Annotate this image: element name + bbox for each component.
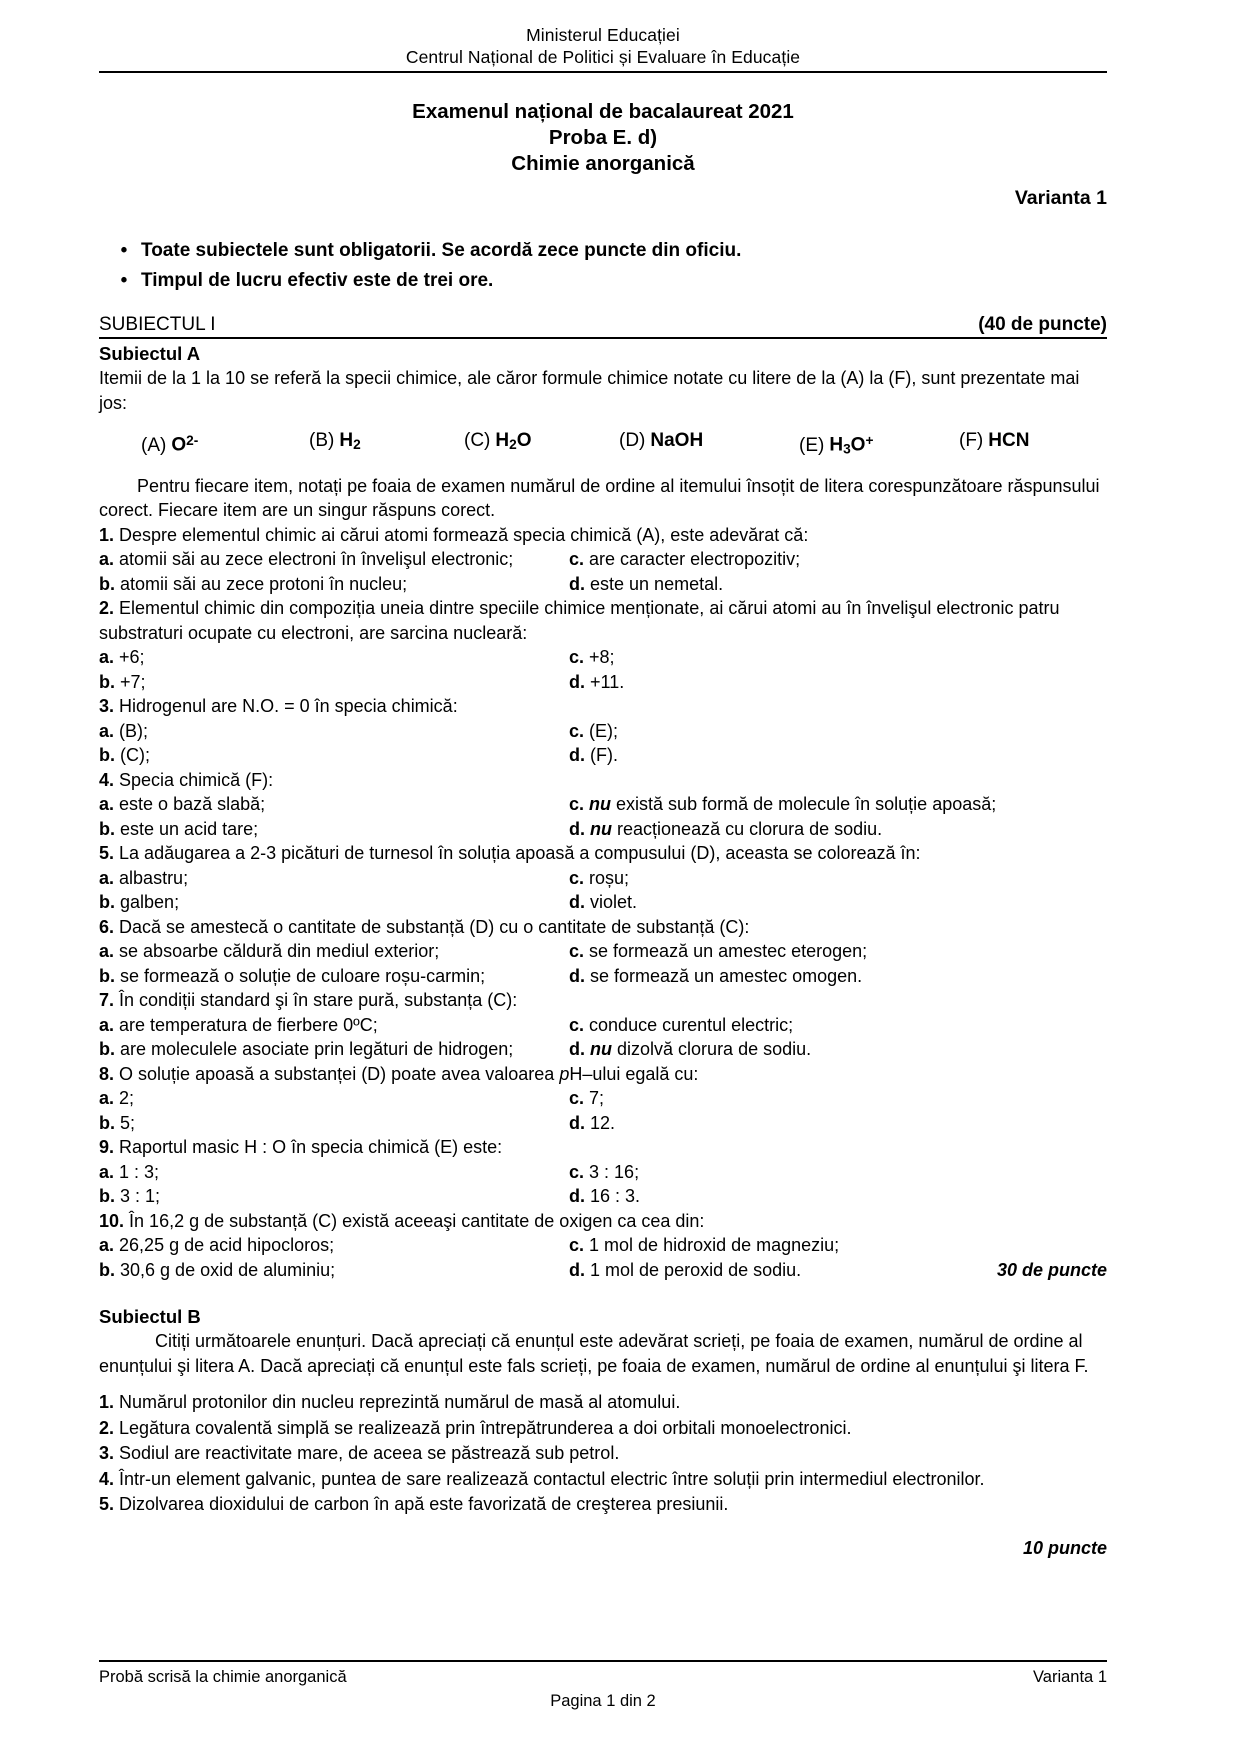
question-3-options-row-2 xyxy=(99,743,1107,768)
subject-a-points: 30 de puncte xyxy=(996,1259,1107,1280)
option-text: +11. xyxy=(590,671,625,692)
option-text: 3 : 1; xyxy=(120,1186,161,1207)
question-4-stem: Specia chimică (F): xyxy=(119,769,274,790)
question-8-stem-pre: O soluție apoasă a substanței (D) poate avea valoarea xyxy=(119,1063,560,1084)
subject-b-intro: Citiți următoarele enunțuri. Dacă apreciați că enunțul este adevărat scrieți, pe foaia de examen, numărul de ordine al enunțului şi litera A. Dacă apreciați că enunțul este fals scrieți, pe foaia de examen, numărul de ordine al enunțului şi litera F. xyxy=(99,1331,1089,1376)
question-8-option-c: c. 7; xyxy=(569,1088,605,1109)
question-2-stem: Elementul chimic din compoziția uneia dintre speciile chimice menționate, ai cărui atomi au în învelişul electronic patru substraturi ocupate cu electroni, are sarcina nucleară: xyxy=(99,598,1060,643)
option-text: 1 : 3; xyxy=(119,1161,160,1182)
statement-text: Sodiul are reactivitate mare, de aceea se păstrează sub petrol. xyxy=(119,1443,620,1464)
footer-row xyxy=(99,1666,1107,1688)
question-9-option-a: a. 1 : 3; xyxy=(99,1161,160,1182)
exam-title-line-3: Chimie anorganică xyxy=(511,152,695,175)
question-1-option-d: d. este un nemetal. xyxy=(569,573,724,594)
question-10-option-c: c. 1 mol de hidroxid de magneziu; xyxy=(569,1235,840,1256)
footer-divider xyxy=(99,1660,1107,1662)
question-7-options-row-1 xyxy=(99,1013,1107,1038)
option-text: violet. xyxy=(590,892,638,913)
question-10-option-b: b. 30,6 g de oxid de aluminiu; xyxy=(99,1259,336,1280)
statement-text: Dizolvarea dioxidului de carbon în apă este favorizată de creşterea presiunii. xyxy=(119,1494,729,1515)
species-e-letter: (E) xyxy=(799,434,825,456)
question-1-number: 1. xyxy=(99,524,115,545)
question-2-option-a: a. +6; xyxy=(99,647,145,668)
question-6-option-d: d. se formează un amestec omogen. xyxy=(569,965,863,986)
question-3-number: 3. xyxy=(99,696,115,717)
question-4-option-c: c. nu există sub formă de molecule în soluție apoasă; xyxy=(569,794,997,815)
question-8-stem-italic: p xyxy=(559,1063,570,1084)
statement-4 xyxy=(99,1467,1107,1493)
species-e xyxy=(799,427,959,464)
page-footer xyxy=(99,1660,1107,1712)
statement-2 xyxy=(99,1416,1107,1442)
question-10-option-a: a. 26,25 g de acid hipocloros; xyxy=(99,1235,335,1256)
option-text: +6; xyxy=(119,647,145,668)
species-formula-row xyxy=(99,427,1107,464)
option-emphasis: nu xyxy=(589,794,612,815)
statement-number: 4. xyxy=(99,1468,115,1489)
question-2-option-b: b. +7; xyxy=(99,671,146,692)
exam-title xyxy=(99,99,1107,177)
question-7-options-row-2 xyxy=(99,1037,1107,1062)
option-text: +7; xyxy=(120,671,146,692)
question-6-number: 6. xyxy=(99,916,115,937)
question-2-option-d: d. +11. xyxy=(569,671,625,692)
footer-right: Varianta 1 xyxy=(1033,1668,1107,1686)
question-4-number: 4. xyxy=(99,769,115,790)
species-b-formula: $H_2$ xyxy=(339,430,361,452)
question-1-option-c: c. are caracter electropozitiv; xyxy=(569,549,801,570)
question-7-number: 7. xyxy=(99,990,115,1011)
question-5-option-c: c. roșu; xyxy=(569,867,630,888)
statement-number: 1. xyxy=(99,1392,115,1413)
question-10-stem: În 16,2 g de substanță (C) există aceeaşi cantitate de oxigen ca cea din: xyxy=(129,1210,705,1231)
question-4-options-row-1 xyxy=(99,792,1107,817)
subject-i-title: SUBIECTUL I xyxy=(99,314,216,335)
instruction-item xyxy=(107,236,1107,266)
answer-instruction: Pentru fiecare item, notați pe foaia de examen numărul de ordine al itemului însoțit de litera corespunzătoare răspunsului corect. Fiecare item are un singur răspuns corect. xyxy=(99,475,1100,521)
question-1 xyxy=(99,523,1107,548)
question-10-option-d: 30 de puncte d. 1 mol de peroxid de sodiu. xyxy=(569,1258,1107,1283)
species-d-formula: NaOH xyxy=(650,430,704,451)
footer-left: Probă scrisă la chimie anorganică xyxy=(99,1668,347,1686)
option-text: (C); xyxy=(120,745,151,766)
question-5-option-a: a. albastru; xyxy=(99,867,189,888)
species-e-formula: $H_3O^+$ xyxy=(829,433,874,457)
instruction-text: Toate subiectele sunt obligatorii. Se acordă zece puncte din oficiu. xyxy=(141,240,742,261)
question-4 xyxy=(99,768,1107,793)
subject-b-points: 10 puncte xyxy=(1022,1537,1107,1558)
question-8-option-d: d. 12. xyxy=(569,1112,616,1133)
question-6-option-b: b. se formează o soluție de culoare roșu-carmin; xyxy=(99,965,486,986)
question-8 xyxy=(99,1062,1107,1087)
option-text: 1 mol de hidroxid de magneziu; xyxy=(589,1235,840,1256)
species-a-formula: $O^{2-}$ xyxy=(171,433,199,456)
option-text: există sub formă de molecule în soluție apoasă; xyxy=(611,794,997,815)
statement-5 xyxy=(99,1492,1107,1518)
question-8-stem-post: H–ului egală cu: xyxy=(569,1063,699,1084)
option-text: albastru; xyxy=(119,867,189,888)
species-c-letter: (C) xyxy=(464,430,491,451)
question-9-options-row-2 xyxy=(99,1184,1107,1209)
statement-number: 2. xyxy=(99,1417,115,1438)
center-line: Centrul Național de Politici și Evaluare în Educație xyxy=(405,47,801,67)
question-3-option-a: a. (B); xyxy=(99,720,149,741)
option-text: 1 mol de peroxid de sodiu. xyxy=(590,1259,802,1280)
question-6 xyxy=(99,915,1107,940)
question-9-stem: Raportul masic H : O în specia chimică (E) este: xyxy=(119,1137,503,1158)
exam-title-line-2: Proba E. d) xyxy=(548,126,658,149)
question-7-stem: În condiții standard şi în stare pură, substanța (C): xyxy=(119,990,518,1011)
option-text: conduce curentul electric; xyxy=(589,1014,794,1035)
subject-i-points: (40 de puncte) xyxy=(978,314,1107,335)
option-text: dizolvă clorura de sodiu. xyxy=(612,1039,812,1060)
question-8-options-row-1 xyxy=(99,1086,1107,1111)
exam-title-line-1: Examenul național de bacalaureat 2021 xyxy=(412,100,794,123)
question-5-stem: La adăugarea a 2-3 picături de turnesol în soluția apoasă a compusului (D), aceasta se colorează în: xyxy=(119,843,921,864)
question-7-option-b: b. are moleculele asociate prin legături de hidrogen; xyxy=(99,1039,514,1060)
question-10 xyxy=(99,1209,1107,1234)
question-4-option-b: b. este un acid tare; xyxy=(99,818,259,839)
page-content xyxy=(99,24,1107,1559)
question-2-options-row-2 xyxy=(99,670,1107,695)
option-text: 5; xyxy=(120,1112,136,1133)
option-text: este un nemetal. xyxy=(590,573,724,594)
option-emphasis: nu xyxy=(590,1039,613,1060)
option-text: are temperatura de fierbere 0ºC; xyxy=(119,1014,378,1035)
question-4-option-a: a. este o bază slabă; xyxy=(99,794,266,815)
subject-b-label: Subiectul B xyxy=(99,1306,201,1328)
statement-number: 3. xyxy=(99,1443,115,1464)
option-text: atomii săi au zece electroni în învelişul electronic; xyxy=(119,549,514,570)
option-text: reacționează cu clorura de sodiu. xyxy=(612,818,883,839)
question-8-option-a: a. 2; xyxy=(99,1088,135,1109)
species-c xyxy=(464,427,619,464)
ministry-line: Ministerul Educației xyxy=(526,25,680,45)
question-1-stem: Despre elementul chimic ai cărui atomi formează specia chimică (A), este adevărat că: xyxy=(119,524,809,545)
subject-b-statements xyxy=(99,1390,1107,1518)
option-text: 7; xyxy=(589,1088,605,1109)
species-c-formula: $H_2O$ xyxy=(495,430,532,452)
statement-3 xyxy=(99,1441,1107,1467)
question-1-options-row-1 xyxy=(99,547,1107,572)
question-3-option-b: b. (C); xyxy=(99,745,151,766)
question-9-number: 9. xyxy=(99,1137,115,1158)
question-1-option-b: b. atomii săi au zece protoni în nucleu; xyxy=(99,573,408,594)
question-7-option-d: d. nu dizolvă clorura de sodiu. xyxy=(569,1039,812,1060)
statement-text: Numărul protonilor din nucleu reprezintă numărul de masă al atomului. xyxy=(119,1392,681,1413)
option-text: galben; xyxy=(120,892,180,913)
question-5 xyxy=(99,841,1107,866)
question-5-number: 5. xyxy=(99,843,115,864)
question-10-options-row-2 xyxy=(99,1258,1107,1283)
option-text: (B); xyxy=(119,720,149,741)
question-2-option-c: c. +8; xyxy=(569,647,615,668)
species-f xyxy=(959,427,1029,464)
species-f-formula: HCN xyxy=(988,430,1030,451)
species-d-letter: (D) xyxy=(619,430,646,451)
question-9-option-c: c. 3 : 16; xyxy=(569,1161,640,1182)
option-text: se formează un amestec omogen. xyxy=(590,965,863,986)
question-8-option-b: b. 5; xyxy=(99,1112,136,1133)
question-7-option-a: a. are temperatura de fierbere 0ºC; xyxy=(99,1014,378,1035)
species-b xyxy=(309,427,464,464)
option-text: roșu; xyxy=(589,867,630,888)
question-7-option-c: c. conduce curentul electric; xyxy=(569,1014,794,1035)
option-text: este un acid tare; xyxy=(120,818,259,839)
option-text: (F). xyxy=(590,745,618,766)
statement-number: 5. xyxy=(99,1494,115,1515)
option-text: are moleculele asociate prin legături de hidrogen; xyxy=(120,1039,514,1060)
question-5-option-b: b. galben; xyxy=(99,892,180,913)
option-text: atomii săi au zece protoni în nucleu; xyxy=(120,573,408,594)
option-text: 12. xyxy=(590,1112,616,1133)
statement-1 xyxy=(99,1390,1107,1416)
question-9-option-d: d. 16 : 3. xyxy=(569,1186,641,1207)
question-6-options-row-2 xyxy=(99,964,1107,989)
instructions-list xyxy=(107,236,1107,296)
question-3 xyxy=(99,694,1107,719)
subject-a-intro: Itemii de la 1 la 10 se referă la specii chimice, ale căror formule chimice notate cu litere de la (A) la (F), sunt prezentate mai jos: xyxy=(99,368,1080,413)
question-4-options-row-2 xyxy=(99,817,1107,842)
question-6-stem: Dacă se amestecă o cantitate de substanță (D) cu o cantitate de substanță (C): xyxy=(119,916,750,937)
subject-i-header xyxy=(99,314,1107,339)
question-4-option-d: d. nu reacționează cu clorura de sodiu. xyxy=(569,818,883,839)
question-2-options-row-1 xyxy=(99,645,1107,670)
question-1-options-row-2 xyxy=(99,572,1107,597)
option-text: este o bază slabă; xyxy=(119,794,266,815)
question-10-number: 10. xyxy=(99,1210,125,1231)
question-6-option-c: c. se formează un amestec eterogen; xyxy=(569,941,868,962)
species-a-letter: (A) xyxy=(141,434,167,456)
document-header xyxy=(99,24,1107,73)
option-text: +8; xyxy=(589,647,615,668)
option-emphasis: nu xyxy=(590,818,613,839)
bullet-icon: • xyxy=(120,270,128,291)
option-text: se absoarbe căldură din mediul exterior; xyxy=(119,941,440,962)
option-text: 16 : 3. xyxy=(590,1186,641,1207)
question-9-options-row-1 xyxy=(99,1160,1107,1185)
question-9 xyxy=(99,1135,1107,1160)
option-text: 30,6 g de oxid de aluminiu; xyxy=(120,1259,336,1280)
question-5-option-d: d. violet. xyxy=(569,892,638,913)
question-3-stem: Hidrogenul are N.O. = 0 în specia chimică: xyxy=(119,696,458,717)
option-text: (E); xyxy=(589,720,619,741)
option-text: are caracter electropozitiv; xyxy=(589,549,801,570)
option-text: 3 : 16; xyxy=(589,1161,640,1182)
question-8-number: 8. xyxy=(99,1063,115,1084)
instruction-item xyxy=(107,266,1107,296)
subject-a-label: Subiectul A xyxy=(99,343,201,364)
question-6-options-row-1 xyxy=(99,939,1107,964)
question-3-options-row-1 xyxy=(99,719,1107,744)
bullet-icon: • xyxy=(120,240,128,261)
instruction-text: Timpul de lucru efectiv este de trei ore. xyxy=(141,270,494,291)
option-text: 2; xyxy=(119,1088,135,1109)
option-text: se formează un amestec eterogen; xyxy=(589,941,868,962)
question-2 xyxy=(99,596,1107,645)
question-5-options-row-1 xyxy=(99,866,1107,891)
footer-page-number: Pagina 1 din 2 xyxy=(550,1692,656,1710)
statement-text: Într-un element galvanic, puntea de sare realizează contactul electric între soluții prin intermediul electronilor. xyxy=(119,1468,985,1489)
question-3-option-d: d. (F). xyxy=(569,745,618,766)
question-7 xyxy=(99,988,1107,1013)
question-5-options-row-2 xyxy=(99,890,1107,915)
question-3-option-c: c. (E); xyxy=(569,720,619,741)
question-9-option-b: b. 3 : 1; xyxy=(99,1186,161,1207)
header-divider xyxy=(99,71,1107,73)
species-a xyxy=(141,427,309,464)
species-b-letter: (B) xyxy=(309,430,335,451)
statement-text: Legătura covalentă simplă se realizează prin întrepătrunderea a doi orbitali monoelectronici. xyxy=(119,1417,852,1438)
question-8-options-row-2 xyxy=(99,1111,1107,1136)
question-6-option-a: a. se absoarbe căldură din mediul exterior; xyxy=(99,941,440,962)
question-2-number: 2. xyxy=(99,598,115,619)
option-text: se formează o soluție de culoare roșu-carmin; xyxy=(120,965,486,986)
option-text: 26,25 g de acid hipocloros; xyxy=(119,1235,335,1256)
species-d xyxy=(619,427,799,464)
question-1-option-a: a. atomii săi au zece electroni în învelişul electronic; xyxy=(99,549,514,570)
variant-label: Varianta 1 xyxy=(1014,187,1107,209)
question-10-options-row-1 xyxy=(99,1233,1107,1258)
species-f-letter: (F) xyxy=(959,430,984,451)
